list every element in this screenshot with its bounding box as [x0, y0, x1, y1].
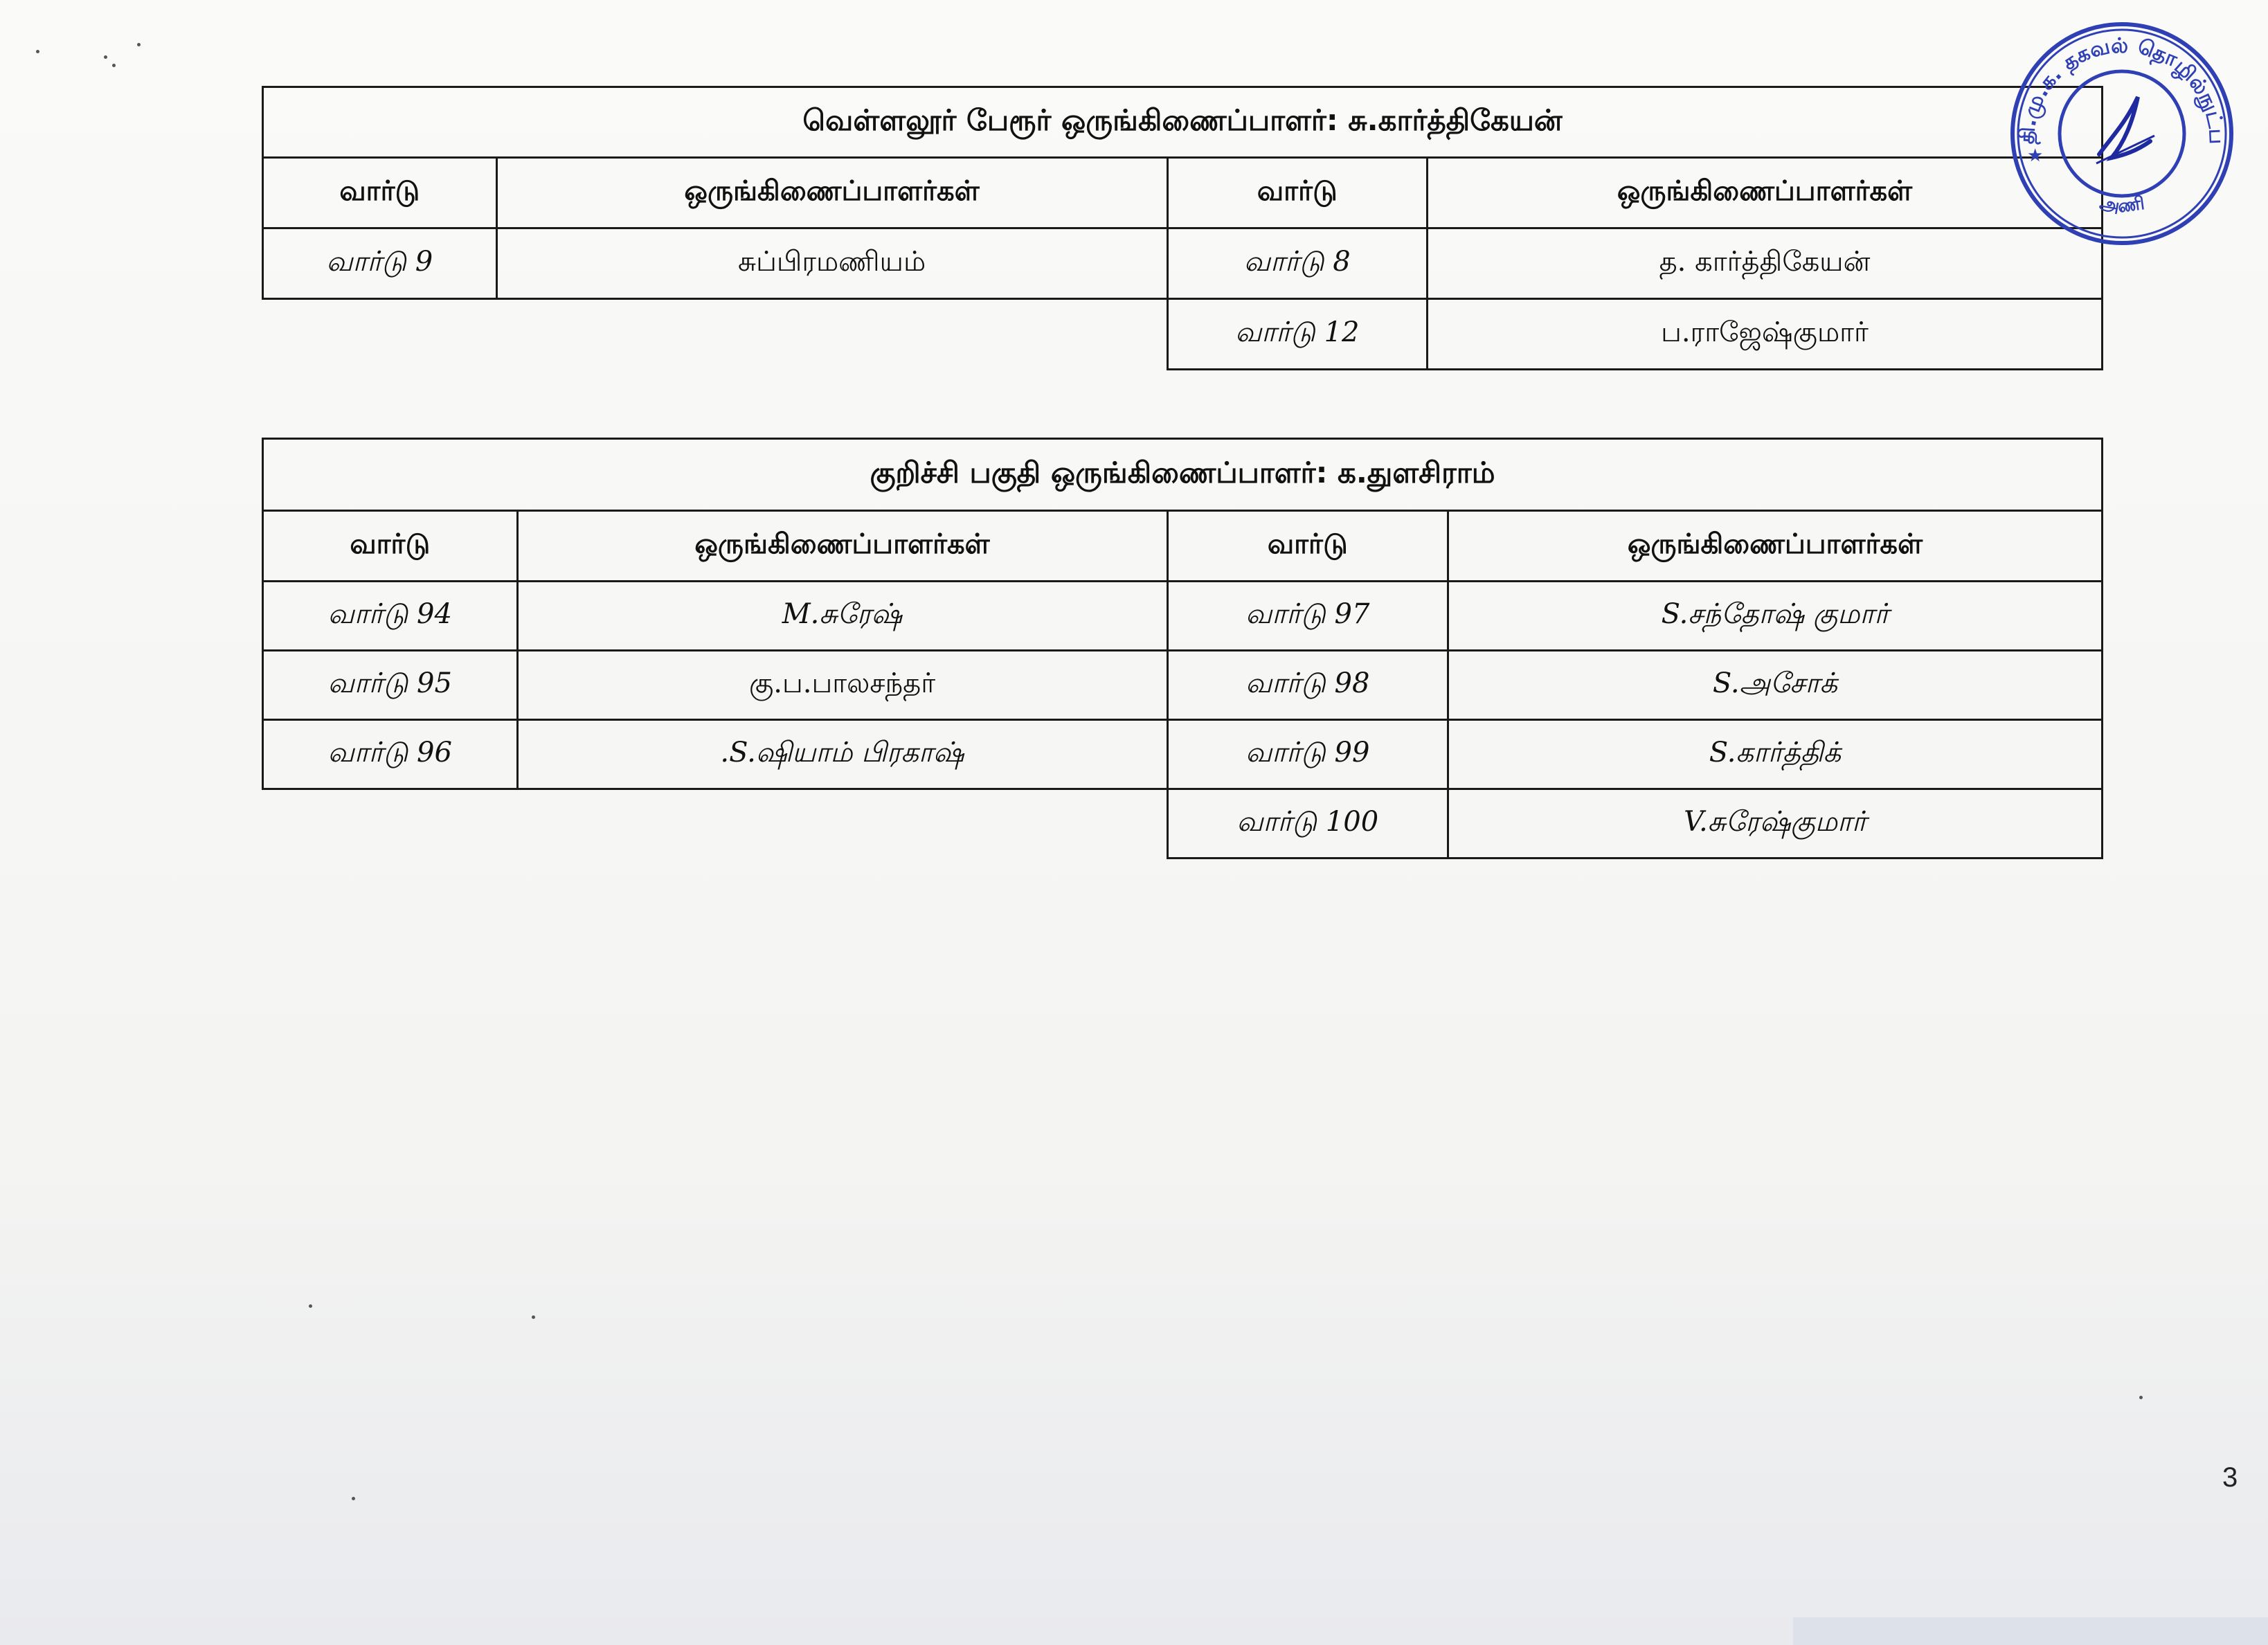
party-seal-stamp: [2008, 19, 2236, 248]
ward-cell: வார்டு 94: [263, 582, 518, 651]
ward-cell: வார்டு 100: [1167, 789, 1448, 859]
scan-edge-band: [1793, 1617, 2268, 1645]
scan-speck: [532, 1315, 535, 1319]
vellalur-coordinators-table: [262, 86, 2103, 370]
ward-cell: வார்டு 9: [263, 228, 497, 299]
table-row: [263, 228, 2103, 299]
ward-cell: வார்டு 12: [1167, 299, 1428, 370]
scan-speck: [309, 1304, 312, 1308]
coordinator-cell: த. கார்த்திகேயன்: [1428, 228, 2103, 299]
scan-speck: [36, 50, 39, 53]
table-title: குறிச்சி பகுதி ஒருங்கிணைப்பாளர்: க.துளசிராம்: [263, 439, 2103, 511]
scan-speck: [112, 64, 116, 67]
scan-speck: [2139, 1396, 2143, 1399]
signature-mark: [2099, 97, 2150, 158]
table-row: [263, 720, 2103, 789]
scan-speck: [104, 55, 107, 59]
coordinator-cell: .S.ஷியாம் பிரகாஷ்: [517, 720, 1167, 789]
scan-speck: [137, 43, 141, 46]
ward-cell: வார்டு 98: [1167, 651, 1448, 720]
ward-cell: வார்டு 95: [263, 651, 518, 720]
ward-cell: வார்டு 99: [1167, 720, 1448, 789]
header-coordinators: ஒருங்கிணைப்பாளர்கள்: [1428, 158, 2103, 228]
table-row: [263, 651, 2103, 720]
header-coordinators: ஒருங்கிணைப்பாளர்கள்: [496, 158, 1167, 228]
seal-text-bottom: அணி: [2098, 192, 2146, 217]
coordinator-cell: சுப்பிரமணியம்: [496, 228, 1167, 299]
star-icon: ★: [2027, 145, 2044, 166]
header-coordinators: ஒருங்கிணைப்பாளர்கள்: [517, 511, 1167, 582]
header-ward: வார்டு: [263, 158, 497, 228]
table-row: [263, 789, 2103, 859]
page-number: 3: [2222, 1462, 2238, 1493]
kurichi-coordinators-table: [262, 438, 2103, 859]
header-ward: வார்டு: [1167, 158, 1428, 228]
table-row: [263, 582, 2103, 651]
coordinator-cell: ப.ராஜேஷ்குமார்: [1428, 299, 2103, 370]
table-row: [263, 299, 2103, 370]
seal-text-top: தி.மு.க. தகவல் தொழில்நுட்ப: [2015, 33, 2229, 145]
coordinator-cell: கு.ப.பாலசந்தர்: [517, 651, 1167, 720]
ward-cell: வார்டு 96: [263, 720, 518, 789]
coordinator-cell: S.சந்தோஷ் குமார்: [1448, 582, 2102, 651]
header-ward: வார்டு: [263, 511, 518, 582]
coordinator-cell: S.கார்த்திக்: [1448, 720, 2102, 789]
svg-text:அணி: [2098, 192, 2145, 217]
coordinator-cell: M.சுரேஷ்: [517, 582, 1167, 651]
coordinator-cell: S.அசோக்: [1448, 651, 2102, 720]
header-ward: வார்டு: [1167, 511, 1448, 582]
ward-cell: வார்டு 8: [1167, 228, 1428, 299]
coordinator-cell: V.சுரேஷ்குமார்: [1448, 789, 2102, 859]
header-coordinators: ஒருங்கிணைப்பாளர்கள்: [1448, 511, 2102, 582]
ward-cell: வார்டு 97: [1167, 582, 1448, 651]
table-title: வெள்ளலூர் பேரூர் ஒருங்கிணைப்பாளர்: சு.கார்த்திகேயன்: [263, 87, 2103, 158]
scan-speck: [352, 1497, 355, 1500]
svg-text:தி.மு.க. தகவல் தொழில்நுட்ப: [2015, 34, 2229, 145]
